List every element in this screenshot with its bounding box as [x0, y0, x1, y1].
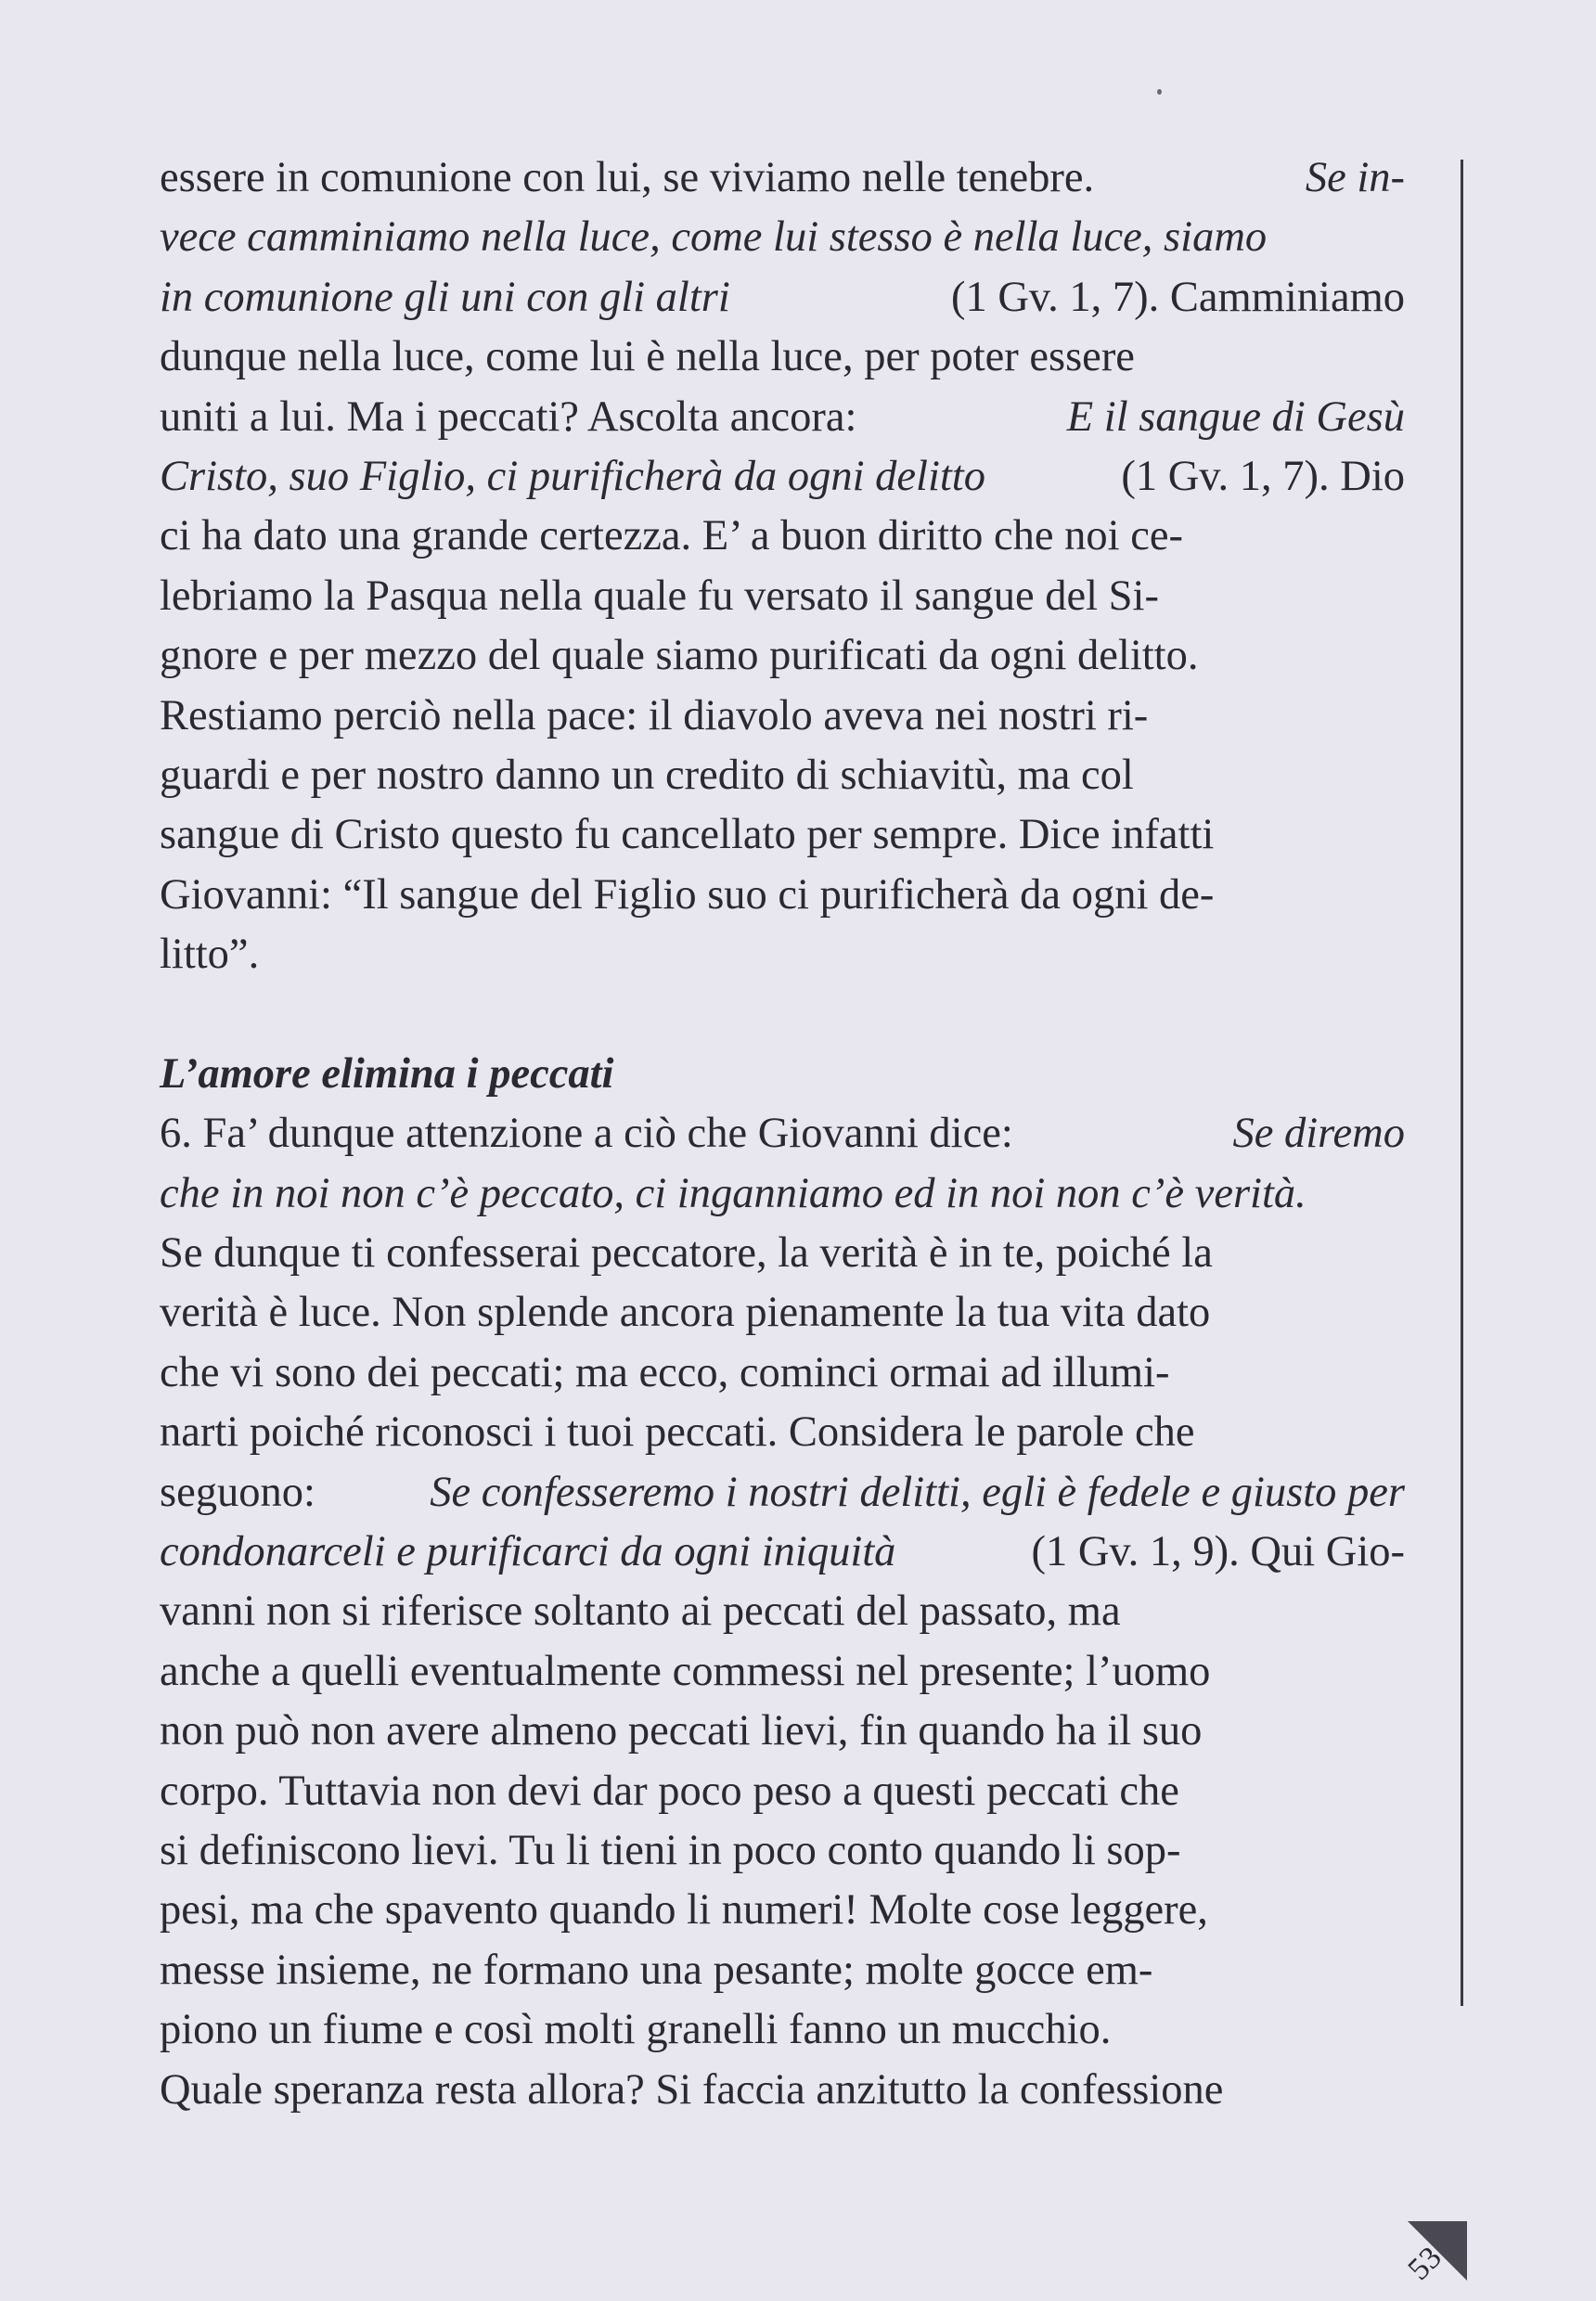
text-line: piono un fiume e così molti granelli fanno un mucchio. — [160, 2006, 1112, 2054]
text-line: anche a quelli eventualmente commessi nel presente; l’uomo — [160, 1647, 1211, 1695]
text-line: che vi sono dei peccati; ma ecco, cominci ormai ad illumi- — [160, 1348, 1170, 1396]
text-line: guardi e per nostro danno un credito di schiavitù, ma col — [160, 751, 1134, 799]
text-line: uniti a lui. Ma i peccati? Ascolta ancora: E il sangue di Gesù — [160, 392, 1405, 441]
text-line: ci ha dato una grande certezza. E’ a buon diritto che noi ce- — [160, 512, 1183, 560]
text-line: Cristo, suo Figlio, ci purificherà da ogni delitto (1 Gv. 1, 7). Dio — [160, 452, 1405, 500]
margin-rule — [1461, 160, 1463, 2006]
text-line: che in noi non c’è peccato, ci inganniamo ed in noi non c’è verità. — [160, 1169, 1306, 1217]
text-line: Restiamo perciò nella pace: il diavolo aveva nei nostri ri- — [160, 691, 1149, 739]
text-line: gnore e per mezzo del quale siamo purificati da ogni delitto. — [160, 632, 1199, 680]
paragraph-2 — [160, 1104, 1405, 2120]
text-line: corpo. Tuttavia non devi dar poco peso a questi peccati che — [160, 1767, 1179, 1815]
text-line: essere in comunione con lui, se viviamo nelle tenebre. Se in- — [160, 154, 1405, 201]
text-line: lebriamo la Pasqua nella quale fu versato il sangue del Si- — [160, 572, 1159, 620]
text-line: 6. Fa’ dunque attenzione a ciò che Giovanni dice: Se diremo — [160, 1110, 1405, 1158]
text-line: Se dunque ti confesserai peccatore, la verità è in te, poiché la — [160, 1229, 1213, 1278]
text-line: messe insieme, ne formano una pesante; molte gocce em- — [160, 1946, 1153, 1994]
paragraph-1 — [160, 148, 1405, 984]
text-line: in comunione gli uni con gli altri (1 Gv. 1, 7). Camminiamo — [160, 273, 1405, 321]
text-line: vanni non si riferisce soltanto ai peccati del passato, ma — [160, 1588, 1121, 1636]
ink-speck — [1157, 89, 1162, 95]
text-line: pesi, ma che spavento quando li numeri! Molte cose leggere, — [160, 1886, 1208, 1935]
text-line: Quale speranza resta allora? Si faccia anzitutto la confessione — [160, 2065, 1224, 2114]
section-heading: L’amore elimina i peccati — [160, 1049, 614, 1098]
paragraph-spacer — [160, 984, 1405, 1044]
text-line: condonarceli e purificarci da ogni iniquità (1 Gv. 1, 9). Qui Gio- — [160, 1527, 1405, 1575]
page-text — [160, 148, 1405, 2120]
text-line: vece camminiamo nella luce, come lui stesso è nella luce, siamo — [160, 213, 1268, 262]
text-line: seguono: Se confesseremo i nostri delitti, egli è fedele e giusto per — [160, 1468, 1405, 1516]
text-line: non può non avere almeno peccati lievi, fin quando ha il suo — [160, 1707, 1203, 1755]
text-line: verità è luce. Non splende ancora pienamente la tua vita dato — [160, 1289, 1211, 1337]
text-line: sangue di Cristo questo fu cancellato per sempre. Dice infatti — [160, 811, 1215, 859]
text-line: Giovanni: “Il sangue del Figlio suo ci purificherà da ogni de- — [160, 870, 1215, 919]
text-line: si definiscono lievi. Tu li tieni in poco conto quando li sop- — [160, 1826, 1181, 1874]
text-line: dunque nella luce, come lui è nella luce, per poter essere — [160, 333, 1135, 381]
text-line: narti poiché riconosci i tuoi peccati. Considera le parole che — [160, 1408, 1195, 1457]
page-number: 53 — [1401, 2240, 1448, 2287]
text-line: litto”. — [160, 931, 260, 979]
